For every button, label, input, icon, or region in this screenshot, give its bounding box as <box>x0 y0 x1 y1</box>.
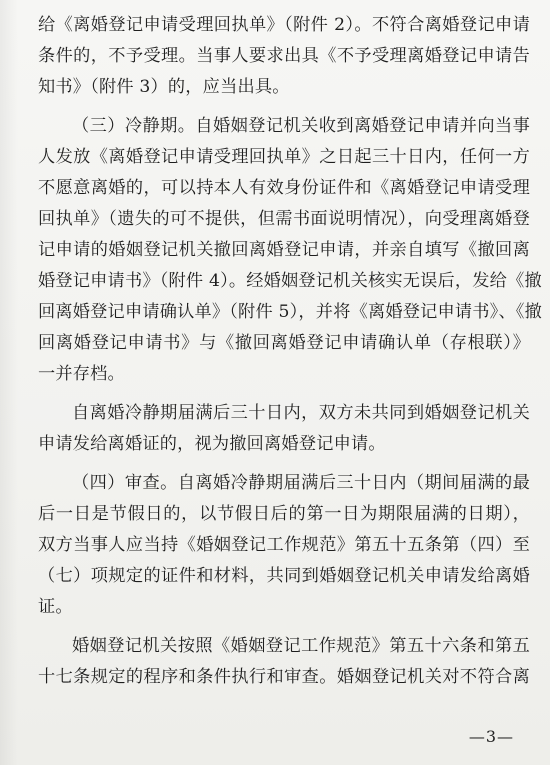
body-line: 记申请的婚姻登记机关撤回离婚登记申请，并亲自填写《撤回离 <box>38 240 530 260</box>
body-line: 双方当事人应当持《婚姻登记工作规范》第五十五条第（四）至 <box>38 535 530 555</box>
body-line: 申请发给离婚证的，视为撤回离婚登记申请。 <box>38 434 386 454</box>
page-number: —3— <box>468 727 514 746</box>
paragraph-first-line: 婚姻登记机关按照《婚姻登记工作规范》第五十六条和第五 <box>72 636 530 656</box>
section-four-heading-line: （四）审查。自离婚冷静期届满后三十日内（期间届满的最 <box>72 473 530 493</box>
body-line: 知书》（附件 3）的，应当出具。 <box>38 77 290 97</box>
section-three-heading-line: （三）冷静期。自婚姻登记机关收到离婚登记申请并向当事 <box>72 116 530 136</box>
document-body <box>38 10 543 693</box>
body-line: 不愿意离婚的，可以持本人有效身份证件和《离婚登记申请受理 <box>38 178 530 198</box>
body-line: 人发放《离婚登记申请受理回执单》之日起三十日内，任何一方 <box>38 147 530 167</box>
body-line: 后一日是节假日的，以节假日后的第一日为期限届满的日期）， <box>38 504 530 524</box>
body-line: 十七条规定的程序和条件执行和审查。婚姻登记机关对不符合离 <box>38 667 530 687</box>
page-fold-shadow <box>0 0 18 765</box>
body-line: 回执单》（遗失的可不提供，但需书面说明情况），向受理离婚登 <box>38 209 530 229</box>
body-line: 给《离婚登记申请受理回执单》（附件 2）。不符合离婚登记申请 <box>38 15 530 35</box>
body-line: 回离婚登记申请书》与《撤回离婚登记申请确认单（存根联）》 <box>38 333 530 353</box>
body-line: 回离婚登记申请确认单》（附件 5），并将《离婚登记申请书》、《撤 <box>38 302 543 322</box>
body-line: 婚登记申请书》（附件 4）。经婚姻登记机关核实无误后，发给《撤 <box>38 271 542 291</box>
body-line: 条件的，不予受理。当事人要求出具《不予受理离婚登记申请告 <box>38 46 530 66</box>
paragraph-first-line: 自离婚冷静期届满后三十日内，双方未共同到婚姻登记机关 <box>72 403 530 423</box>
body-line: 一并存档。 <box>38 364 125 384</box>
body-line: 证。 <box>38 597 73 617</box>
body-line: （七）项规定的证件和材料，共同到婚姻登记机关申请发给离婚 <box>38 566 530 586</box>
